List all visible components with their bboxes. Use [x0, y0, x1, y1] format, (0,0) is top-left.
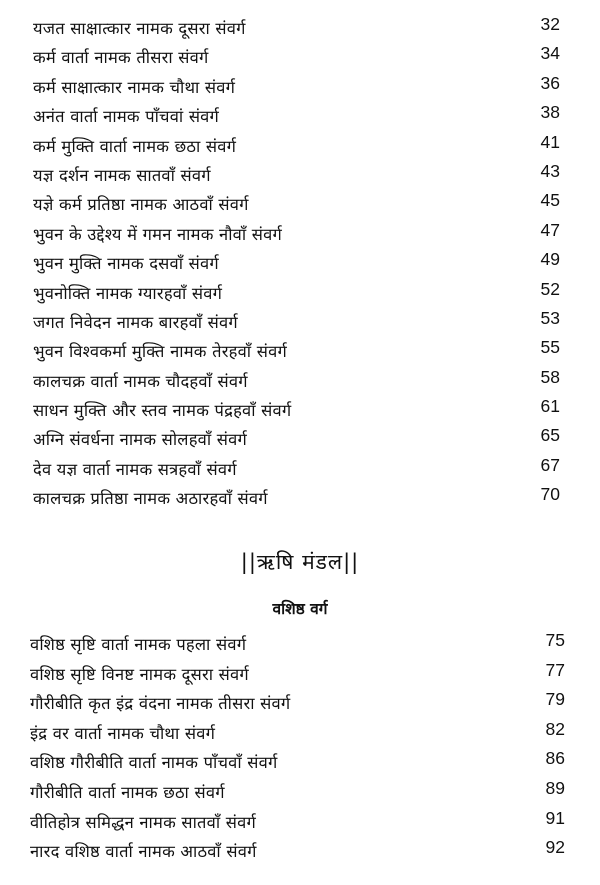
toc-entry-title: कालचक्र प्रतिष्ठा नामक अठारहवाँ संवर्ग [33, 489, 268, 509]
toc-entry-page: 77 [545, 659, 565, 680]
toc-entry-title: यज्ञे कर्म प्रतिष्ठा नामक आठवाँ संवर्ग [33, 195, 249, 215]
toc-entry-page: 34 [540, 43, 560, 64]
section-heading: ||ऋषि मंडल|| [240, 550, 360, 574]
toc-entry-title: कालचक्र वार्ता नामक चौदहवाँ संवर्ग [33, 371, 248, 391]
toc-entry-title: नारद वशिष्ठ वार्ता नामक आठवाँ संवर्ग [30, 842, 257, 862]
toc-entry [0, 687, 600, 717]
toc-entry-page: 89 [545, 777, 565, 798]
toc-entry-page: 65 [540, 425, 560, 446]
toc-entry [0, 12, 600, 41]
toc-entry-page: 61 [540, 396, 560, 417]
toc-entry [0, 717, 600, 747]
sub-heading: वशिष्ठ वर्ग [272, 600, 328, 618]
toc-entry-title: कर्म मुक्ति वार्ता नामक छठा संवर्ग [33, 136, 237, 156]
toc-entry [0, 453, 600, 482]
toc-entry [0, 277, 600, 306]
toc-entry-page: 32 [540, 14, 560, 34]
toc-entry [0, 130, 600, 159]
toc-entry-page: 91 [545, 807, 565, 828]
toc-entry [0, 835, 600, 865]
toc-entry-page: 70 [540, 484, 560, 505]
toc-entry-title: वशिष्ठ सृष्टि वार्ता नामक पहला संवर्ग [30, 635, 247, 654]
toc-entry-title: भुवनोक्ति नामक ग्यारहवाँ संवर्ग [33, 283, 223, 303]
toc-entry-page: 49 [540, 249, 560, 270]
toc-entry [0, 776, 600, 806]
toc-entry [0, 335, 600, 364]
toc-entry [0, 628, 600, 658]
toc-entry [0, 365, 600, 394]
toc-entry-title: जगत निवेदन नामक बारहवाँ संवर्ग [33, 312, 238, 332]
toc-entry [0, 394, 600, 423]
toc-entry-page: 75 [545, 630, 565, 650]
toc-entry-title: वशिष्ठ गौरीबीति वार्ता नामक पाँचवाँ संवर्ग [30, 753, 278, 773]
toc-entry [0, 100, 600, 129]
toc-entry-title: वीतिहोत्र समिद्धन नामक सातवाँ संवर्ग [30, 812, 256, 832]
toc-entry-title: कर्म साक्षात्कार नामक चौथा संवर्ग [33, 77, 236, 97]
toc-entry-title: गौरीबीति कृत इंद्र वंदना नामक तीसरा संवर्ग [30, 694, 291, 714]
toc-entry-page: 38 [540, 102, 560, 123]
toc-entry [0, 423, 600, 452]
toc-entry-title: अनंत वार्ता नामक पाँचवां संवर्ग [33, 107, 220, 127]
toc-entry [0, 71, 600, 100]
toc-entry [0, 247, 600, 276]
toc-entry-title: वशिष्ठ सृष्टि विनष्ट नामक दूसरा संवर्ग [30, 664, 249, 684]
toc-entry-page: 67 [540, 454, 560, 475]
toc-entry [0, 41, 600, 70]
toc-entry-page: 43 [540, 160, 560, 181]
toc-entry-page: 86 [545, 748, 565, 769]
toc-entry-title: देव यज्ञ वार्ता नामक सत्रहवाँ संवर्ग [33, 459, 237, 479]
toc-entry-title: इंद्र वर वार्ता नामक चौथा संवर्ग [30, 723, 216, 743]
toc-entry-page: 47 [540, 219, 560, 240]
toc-entry-page: 79 [545, 689, 565, 710]
toc-entry [0, 159, 600, 188]
toc-entry-title: भुवन विश्वकर्मा मुक्ति नामक तेरहवाँ संवर्ग [33, 342, 287, 362]
toc-entry-title: कर्म वार्ता नामक तीसरा संवर्ग [33, 48, 209, 68]
toc-entry-page: 36 [540, 72, 560, 93]
toc-entry-page: 52 [540, 278, 560, 299]
toc-entry-page: 41 [540, 131, 560, 152]
toc-entry-title: यज्ञ दर्शन नामक सातवाँ संवर्ग [33, 165, 211, 185]
toc-entry [0, 658, 600, 688]
toc-entry-title: भुवन के उद्देश्य में गमन नामक नौवाँ संवर्ग [33, 224, 282, 244]
toc-entry [0, 482, 600, 511]
toc-entry-title: यजत साक्षात्कार नामक दूसरा संवर्ग [33, 19, 246, 38]
toc-entry-title: गौरीबीति वार्ता नामक छठा संवर्ग [30, 782, 225, 802]
toc-entry-title: अग्नि संवर्धना नामक सोलहवाँ संवर्ग [33, 430, 247, 450]
toc-list-part2 [0, 628, 600, 865]
toc-entry [0, 306, 600, 335]
toc-entry-page: 45 [540, 190, 560, 211]
toc-entry [0, 218, 600, 247]
toc-list-part1 [0, 12, 600, 512]
toc-entry-page: 92 [545, 837, 565, 858]
toc-entry [0, 746, 600, 776]
toc-entry [0, 188, 600, 217]
toc-entry-page: 58 [540, 366, 560, 387]
toc-entry-title: साधन मुक्ति और स्तव नामक पंद्रहवाँ संवर्ग [33, 401, 292, 421]
toc-entry-title: भुवन मुक्ति नामक दसवाँ संवर्ग [33, 254, 219, 274]
toc-entry-page: 53 [540, 307, 560, 328]
toc-entry [0, 806, 600, 836]
toc-entry-page: 55 [540, 337, 560, 358]
toc-entry-page: 82 [545, 718, 565, 739]
